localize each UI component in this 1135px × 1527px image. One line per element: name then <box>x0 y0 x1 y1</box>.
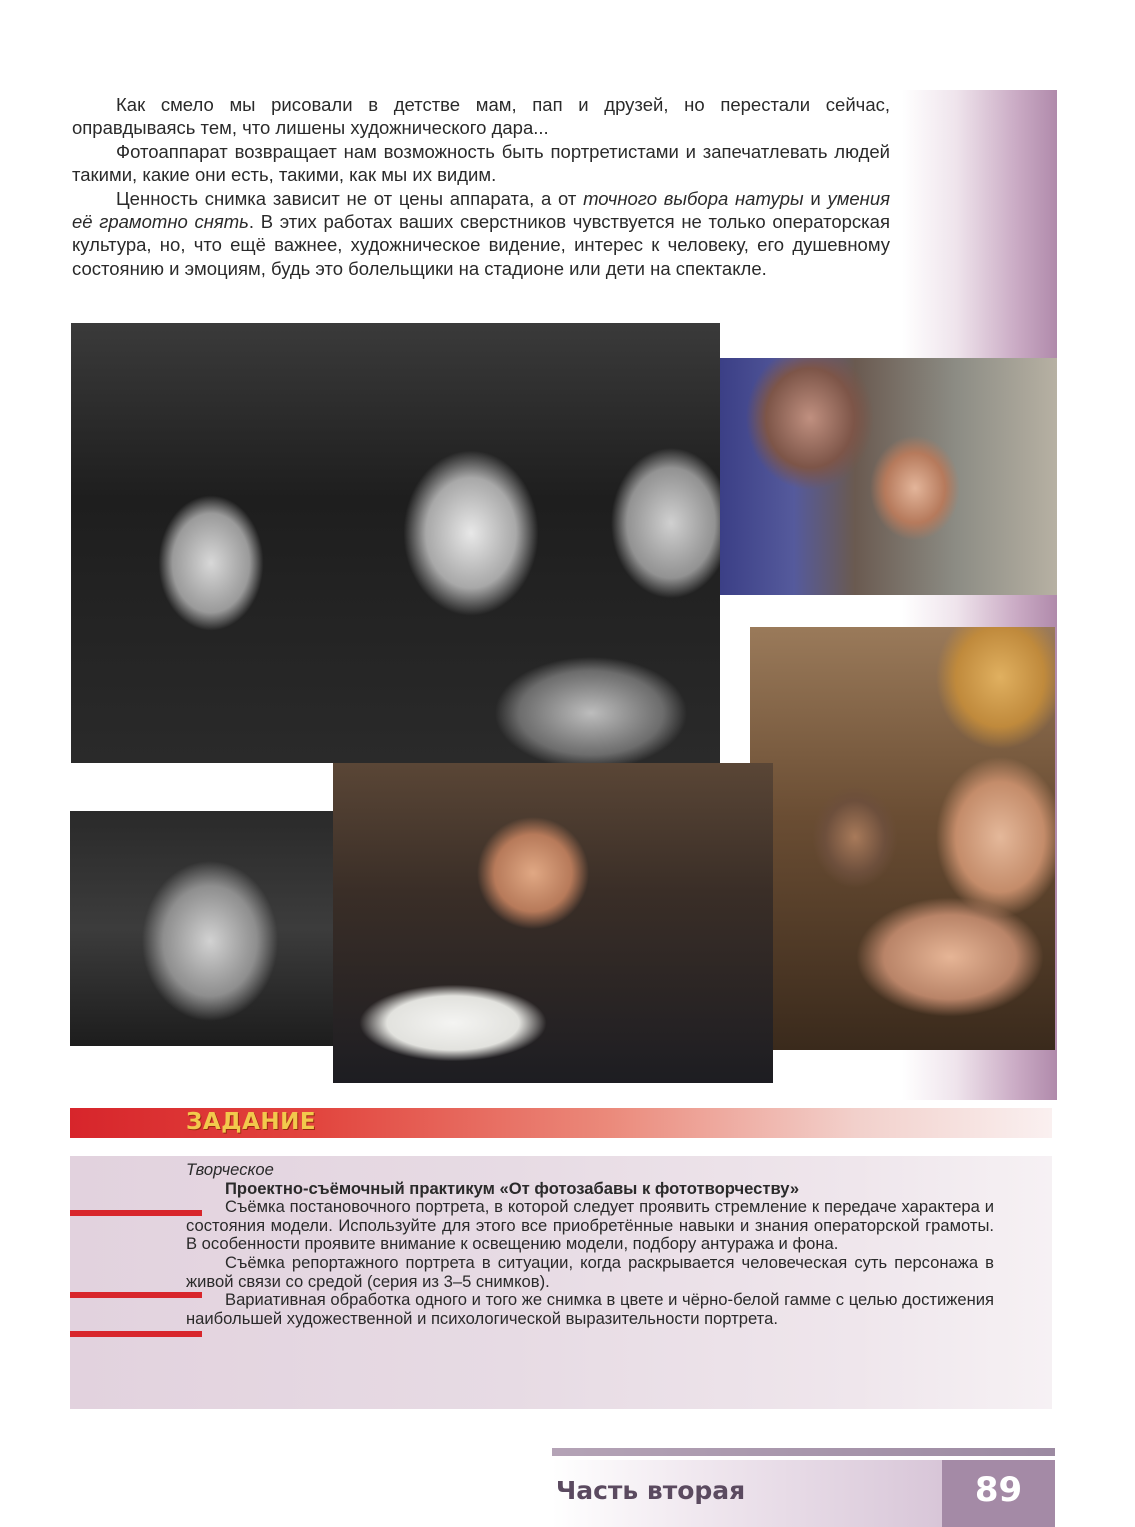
photo-children-at-show <box>71 323 720 763</box>
footer-line <box>552 1448 1055 1456</box>
bullet-marker <box>70 1331 202 1337</box>
bullet-marker <box>70 1292 202 1298</box>
intro-p3-text-c: и <box>803 187 828 209</box>
task-item-3: Вариативная обработка одного и того же снимка в цвете и чёрно-белой гамме с целью достижения наибольшей художественной и психологической выразительности портрета. <box>186 1290 994 1328</box>
page-number: 89 <box>974 1470 1023 1510</box>
task-content <box>186 1161 994 1328</box>
intro-paragraph-3 <box>72 187 890 281</box>
photo-sports-fans <box>720 358 1057 595</box>
photo-thoughtful-woman <box>750 627 1055 1050</box>
task-item-1: Съёмка постановочного портрета, в которой следует проявить стремление к передаче характера и состояния модели. Используйте для этого все приобретённые навыки и знания операторской грамоты. В особенности проявите внимание к освещению модели, подбору антуража и фона. <box>186 1197 994 1254</box>
intro-p3-text-e: . В этих работах ваших сверстников чувствуется не только операторская культура, но, что ещё важнее, художническое видение, интерес к человеку, его душевному состоянию и эмоциям, будь это болельщики на стадионе или дети на спектакле. <box>72 211 890 279</box>
task-heading: Проектно-съёмочный практикум «От фотозабавы к фототворчеству» <box>225 1178 800 1198</box>
intro-p3-emphasis-2: умения её грамотно снять <box>72 187 891 233</box>
task-category: Творческое <box>186 1160 274 1179</box>
footer-section-title: Часть вторая <box>556 1476 746 1505</box>
intro-p3-text-a: Ценность снимка зависит не от цены аппарата, а от <box>116 187 584 209</box>
intro-paragraph-1: Как смело мы рисовали в детстве мам, пап и друзей, но перестали сейчас, оправдываясь тем, что лишены художнического дара... <box>72 94 890 139</box>
intro-text <box>72 93 890 280</box>
photo-boy-with-books <box>333 763 773 1083</box>
bullet-marker <box>70 1210 202 1216</box>
photo-young-man <box>70 811 333 1046</box>
task-item-2: Съёмка репортажного портрета в ситуации, когда раскрывается человеческая суть персонажа в живой связи со средой (серия из 3–5 снимков). <box>186 1252 994 1291</box>
intro-p3-emphasis-1: точного выбора натуры <box>583 187 804 209</box>
task-title: ЗАДАНИЕ <box>186 1109 317 1135</box>
intro-paragraph-2: Фотоаппарат возвращает нам возможность быть портретистами и запечатлевать людей такими, какие они есть, такими, как мы их видим. <box>72 140 890 186</box>
